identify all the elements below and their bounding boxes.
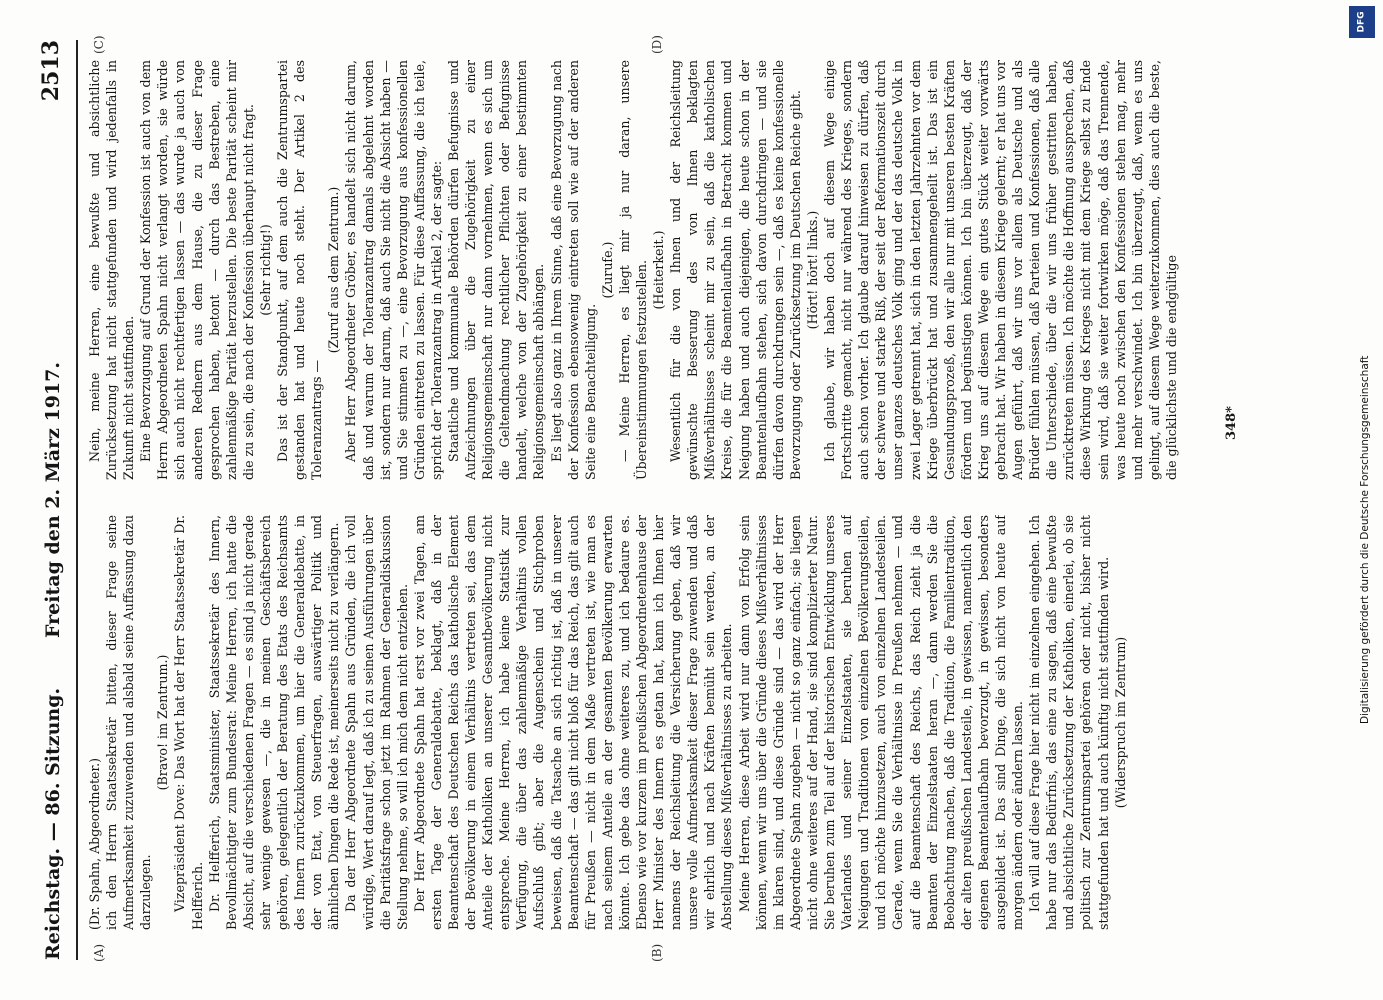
left-column-paragraph: Meine Herren, diese Arbeit wird nur dann von Erfolg sein können, wenn wir uns über die Gründe dieses Mißverhältnisses im klaren sind, und diese Gründe sind — das wird der Herr Abgeordnete Spahn zugeben — nicht so ganz einfach; sie liegen nicht ohne weiteres auf der Hand, sie sind komplizierter Natur. Sie beruhen zum Teil auf der historischen Entwicklung unseres Vaterlandes und seiner Einzelstaaten, sie beruhen auf Neigungen und Traditionen von einzelnen Bevölkerungsteilen, und ich möchte hinzusetzen, auch von einzelnen Landesteilen. Gerade, wenn Sie die Verhältnisse in Preußen nehmen — und auf die Beamtenschaft des Reichs, das Reich zieht ja die Beamten der Einzelstaaten heran —, dann werden Sie die Beobachtung machen, daß die Tradition, die Familientradition, der alten preußischen Landesteile, in gewissen, namentlich den eigenen Beamtenlaufbahn bevorzugt, in gewissen, besonders ausgebildet ist. Das sind Dinge, die sich nicht von heute auf morgen ändern oder ändern lassen. [736, 515, 1026, 930]
right-column-paragraph: (Heiterkeit.) [651, 230, 667, 310]
header-center: Freitag den 2. März 1917. [42, 362, 64, 638]
header-left: Reichstag. — 86. Sitzung. [42, 687, 64, 960]
left-column-paragraph: ich den Herrn Staatssekretär bitten, dieser Frage seine Aufmerksamkeit zuzuwenden und alsbald seine Auffassung dazu darzulegen. [104, 515, 154, 930]
right-column-paragraph: Ich glaube, wir haben doch auf diesem Wege einige Fortschritte gemacht, nicht nur während des Krieges, sondern auch schon vorher. Ich glaube darauf hinweisen zu dürfen, daß der schwere und starke Riß, der seit der Reformationszeit durch unser ganzes deutsches Volk ging und der das deutsche Volk in zwei Lager getrennt hat, sich in den letzten Jahrzehnten vor dem Kriege überbrückt hat und zusammengeheilt ist. Das ist ein Gesundungsprozeß, den wir alle nur mit unseren besten Kräften fördern und begünstigen können. Ich bin überzeugt, daß der Krieg uns auf diesem Wege ein gutes Stück weiter vorwärts gebracht hat. Wir haben in diesem Kriege gelernt; er hat uns vor Augen geführt, daß wir uns vor allem als Deutsche und als Brüder fühlen müssen, daß Parteien und Konfessionen, daß alle die Unterschiede, über die wir uns früher gestritten haben, zurücktreten müssen. Ich möchte die Hoffnung aussprechen, daß diese Wirkung des Krieges nicht mit dem Kriege selbst zu Ende sein wird, daß sie weiter fortwirken möge, daß das Trennende, was heute noch zwischen den Konfessionen stehen mag, mehr und mehr verschwindet. Ich bin überzeugt, daß, wenn es uns gelingt, auf diesem Wege weiterzukommen, dies auch die beste, die glücklichste und die endgültige [822, 60, 1179, 480]
right-column-paragraph: Eine Bevorzugung auf Grund der Konfession ist auch von dem Herrn Abgeordneten Spahn nicht verlangt worden, sie würde sich auch nicht rechtfertigen lassen — das wurde ja auch von anderen Rednern aus dem Hause, die zu dieser Frage gesprochen haben, betont — durch das Bestreben, eine zahlenmäßige Parität herzustellen. Die beste Parität scheint mir die zu sein, die nach der Konfession überhaupt nicht fragt. [138, 60, 256, 480]
right-column-paragraph: Es liegt also ganz in Ihrem Sinne, daß eine Bevorzugung nach der Konfession ebensowenig eintreten soll wie auf der anderen Seite eine Benachteiligung. [548, 60, 598, 480]
margin-mark-c: (C) [92, 35, 106, 54]
header-rule [76, 40, 78, 960]
right-column-paragraph: Staatliche und kommunale Behörden dürfen Befugnisse und Aufzeichnungen über die Zugehörigkeit zu einer Religionsgemeinschaft nur dann vornehmen, wenn es sich um die Geltendmachung rechtlicher Pflichten oder Befugnisse handelt, welche von der Zugehörigkeit zu einer bestimmten Religionsgemeinschaft abhängen. [445, 60, 547, 480]
left-column-paragraph: Vizepräsident Dove: Das Wort hat der Herr Staatssekretär Dr. Helfferich. [172, 515, 205, 930]
right-column-paragraph: (Zurufe.) [599, 241, 615, 299]
right-column-paragraph: (Sehr richtig!) [257, 224, 273, 316]
right-column-paragraph: (Hört! hört! links.) [804, 210, 820, 330]
left-column-paragraph: (Dr. Spahn, Abgeordneter.) [87, 757, 102, 930]
margin-mark-d: (D) [650, 35, 664, 54]
right-column-paragraph: (Zuruf aus dem Zentrum.) [326, 186, 342, 354]
page-number: 2513 [38, 40, 64, 102]
right-column-paragraph: Nein, meine Herren, eine bewußte und absichtliche Zurücksetzung hat nicht stattgefunden und wird jedenfalls in Zukunft nicht stattfinden. [87, 60, 137, 480]
left-column [86, 515, 1216, 930]
left-column-paragraph: Dr. Helfferich, Staatsminister, Staatssekretär des Innern, Bevollmächtigter zum Bundesrat: Meine Herren, ich hatte die Absicht, auf die verschiedenen Fragen — es sind ja nicht gerade sehr wenige gewesen —, die in meinen Geschäftsbereich gehören, gelegentlich der Beratung des Etats des Reichsamts des Innern zurückzukommen, um hier die Generaldebatte, in der von Etat, von Steuerfragen, auswärtiger Politik und ähnlichen Dingen die Rede ist, meinerseits nicht zu verlängern. [206, 515, 342, 930]
margin-mark-a: (A) [92, 943, 106, 962]
left-column-paragraph: (Bravo! im Zentrum.) [155, 654, 171, 791]
signature-mark: 348* [1224, 406, 1239, 440]
right-column-paragraph: Wesentlich für die von Ihnen und der Reichsleitung gewünschte Besserung des von Ihnen beklagten Mißverhältnisses scheint mir zu sein, daß die katholischen Kreise, die für die Beamtenlaufbahn in Betracht kommen und Neigung haben und auch diejenigen, die heute schon in der Beamtenlaufbahn stehen, sich davon durchdringen — und sie dürfen davon durchdrungen sein —, daß es keine konfessionelle Bevorzugung oder Zurücksetzung im Deutschen Reiche gibt. [668, 60, 803, 480]
right-column-paragraph: Das ist der Standpunkt, auf dem auch die Zentrumspartei gestanden hat und heute noch steht. Der Artikel 2 des Toleranzantrags — [275, 60, 325, 480]
left-column-paragraph: Ich will auf diese Frage hier nicht im einzelnen eingehen. Ich habe nur das Bedürfnis, das eine zu sagen, daß eine bewußte und absichtliche Zurücksetzung der Katholiken, einerlei, ob sie politisch zur Zentrumspartei gehören oder nicht, bisher nicht stattgefunden hat und auch künftig nicht stattfinden wird. [1027, 515, 1111, 930]
dfg-logo: DFG [1349, 6, 1375, 38]
running-header [38, 40, 74, 960]
left-column-paragraph: Da der Herr Abgeordnete Spahn aus Gründen, die ich voll würdige, Wert darauf legt, daß ich zu seinen Ausführungen über die Paritätsfrage schon jetzt im Rahmen der Generaldiskussion Stellung nehme, so will ich mich dem nicht entziehen. [343, 515, 410, 930]
right-column-paragraph: Aber Herr Abgeordneter Gröber, es handelt sich nicht darum, daß und warum der Toleranzantrag damals abgelehnt worden ist, sondern nur darum, daß auch Sie nicht die Absicht haben — und Sie stimmen zu —, eine Bevorzugung aus konfessionellen Gründen eintreten zu lassen. Für diese Auffassung, die ich teile, spricht der Toleranzantrag in Artikel 2, der sagte: [343, 60, 444, 480]
margin-mark-b: (B) [650, 943, 664, 962]
left-column-paragraph: (Widerspruch im Zentrum) [1112, 636, 1128, 809]
left-column-paragraph: Der Herr Abgeordnete Spahn hat erst vor zwei Tagen, am ersten Tage der Generaldebatte, beklagt, daß in der Beamtenschaft des Deutschen Reichs das katholische Element der Bevölkerung in einem Verhältnis vertreten sei, das dem Anteile der Katholiken an unserer Gesamtbevölkerung nicht entspreche. Meine Herren, ich habe keine Statistik zur Verfügung, die über das zahlenmäßige Verhältnis vollen Aufschluß gibt; aber die Augenschein und Stichproben beweisen, daß die Tatsache an sich richtig ist, daß in unserer Beamtenschaft — das gilt nicht bloß für das Reich, das gilt auch für Preußen — nicht in dem Maße vertreten ist, wie man es nach seinem Anteile an der gesamten Bevölkerung erwarten könnte. Ich gebe das ohne weiteres zu, und ich bedaure es. Ebenso wie vor kurzem im preußischen Abgeordnetenhause der Herr Minister des Innern es getan hat, kann ich Ihnen hier namens der Reichsleitung die Versicherung geben, daß wir unsere volle Aufmerksamkeit dieser Frage zuwenden und daß wir ehrlich und nach Kräften bemüht sein werden, an der Abstellung dieses Mißverhältnisses zu arbeiten. [411, 515, 735, 930]
digitization-credit: Digitalisierung gefördert durch die Deutsche Forschungsgemeinschaft [1359, 355, 1371, 724]
right-column [86, 60, 1216, 480]
right-column-paragraph: — Meine Herren, es liegt mir ja nur daran, unsere Übereinstimmungen festzustellen. [616, 60, 649, 480]
